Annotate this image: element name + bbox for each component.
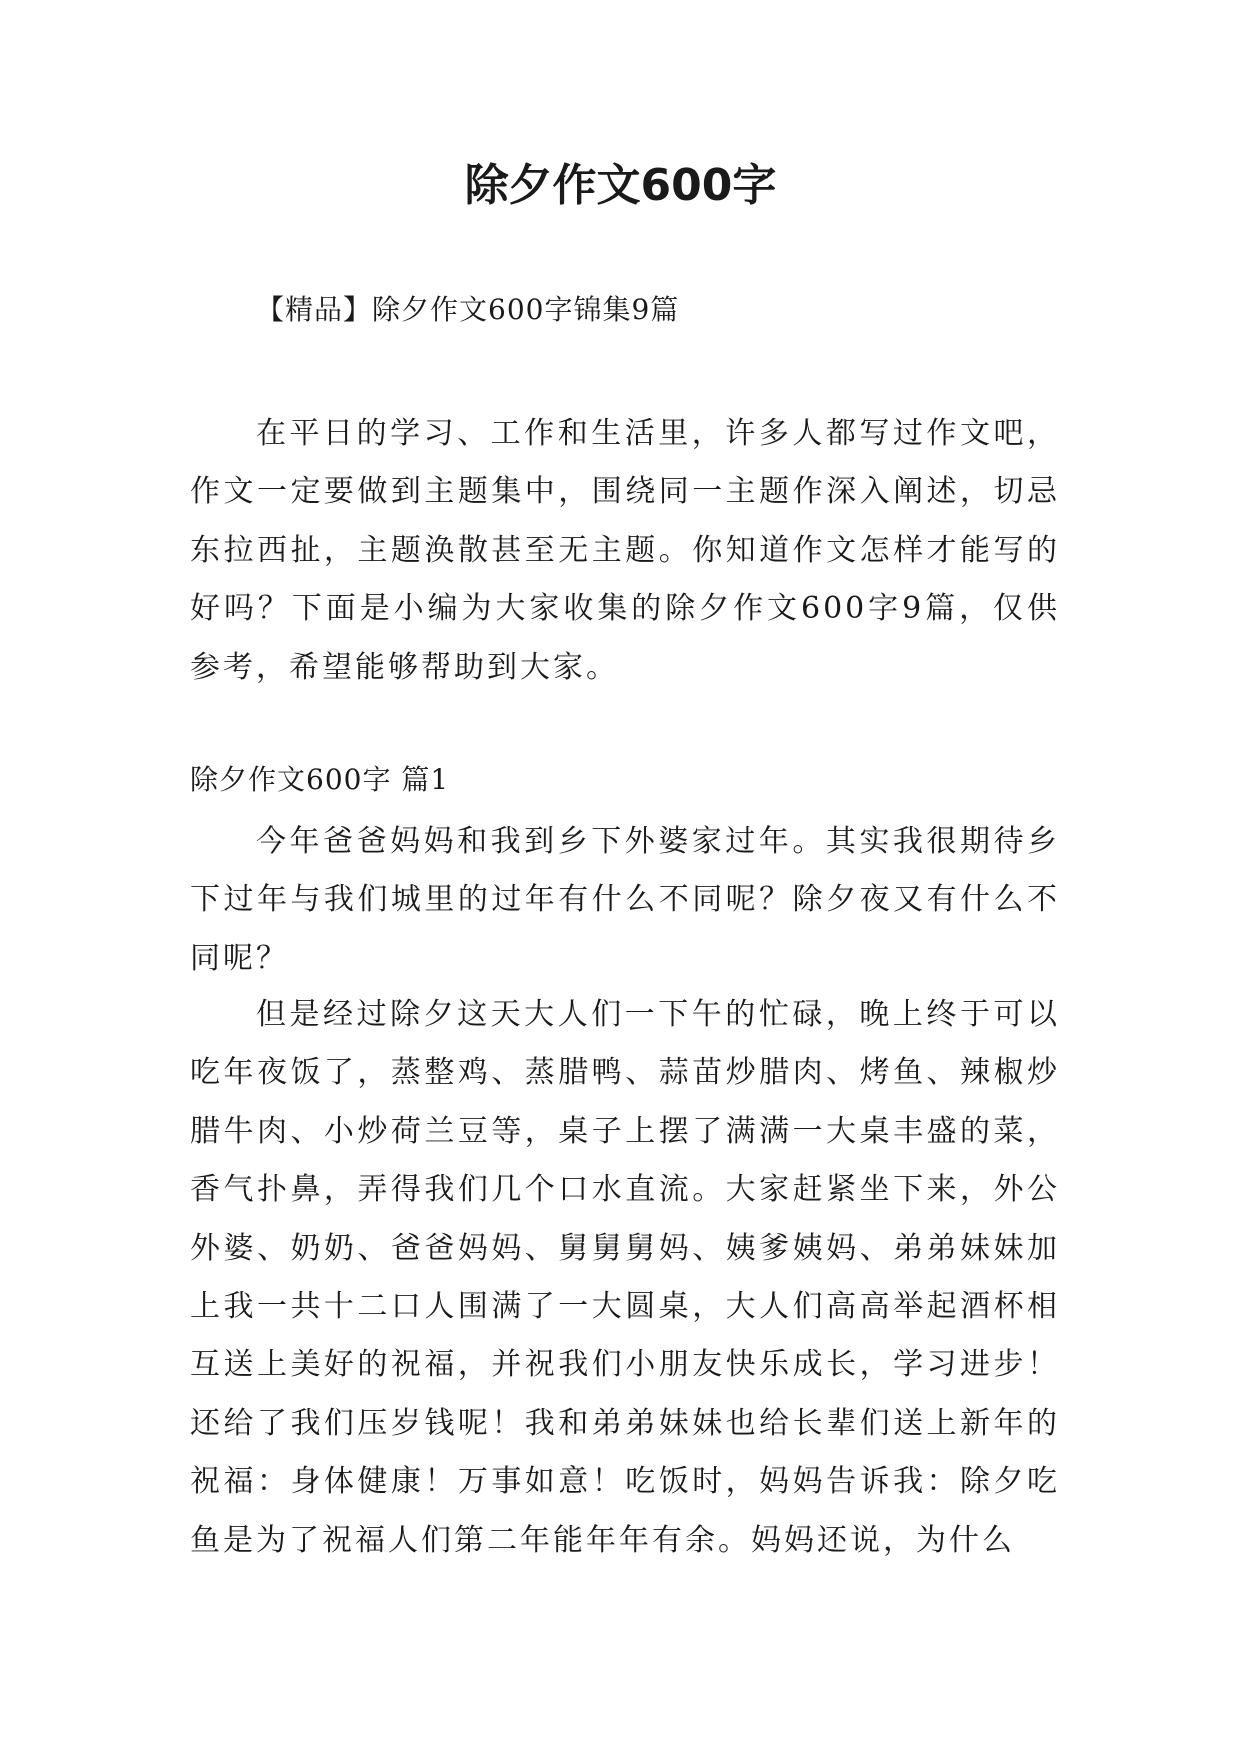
intro-paragraph: 在平日的学习、工作和生活里，许多人都写过作文吧，作文一定要做到主题集中，围绕同一主题作深入阐述，切忌东拉西扯，主题涣散甚至无主题。你知道作文怎样才能写的好吗？下面是小编为大家收集的除夕作文600字9篇，仅供参考，希望能够帮助到大家。 xyxy=(190,416,1060,685)
body-paragraph-2: 但是经过除夕这天大人们一下午的忙碌，晚上终于可以吃年夜饭了，蒸整鸡、蒸腊鸭、蒜苗炒腊肉、烤鱼、辣椒炒腊牛肉、小炒荷兰豆等，桌子上摆了满满一大桌丰盛的菜，香气扑鼻，弄得我们几个口水直流。大家赶紧坐下来，外公外婆、奶奶、爸爸妈妈、舅舅舅妈、姨爹姨妈、弟弟妹妹加上我一共十二口人围满了一大圆桌，大人们高高举起酒杯相互送上美好的祝福，并祝我们小朋友快乐成长，学习进步！还给了我们压岁钱呢！我和弟弟妹妹也给长辈们送上新年的祝福：身体健康！万事如意！吃饭时，妈妈告诉我：除夕吃鱼是为了祝福人们第二年能年年有余。妈妈还说，为什么 xyxy=(190,997,1060,1558)
body-paragraph-1: 今年爸爸妈妈和我到乡下外婆家过年。其实我很期待乡下过年与我们城里的过年有什么不同呢？除夕夜又有什么不同呢？ xyxy=(190,824,1060,976)
section-heading: 除夕作文600字 篇1 xyxy=(190,763,450,796)
document-subtitle: 【精品】除夕作文600字锦集9篇 xyxy=(256,293,680,326)
page-title: 除夕作文600字 xyxy=(464,160,777,211)
